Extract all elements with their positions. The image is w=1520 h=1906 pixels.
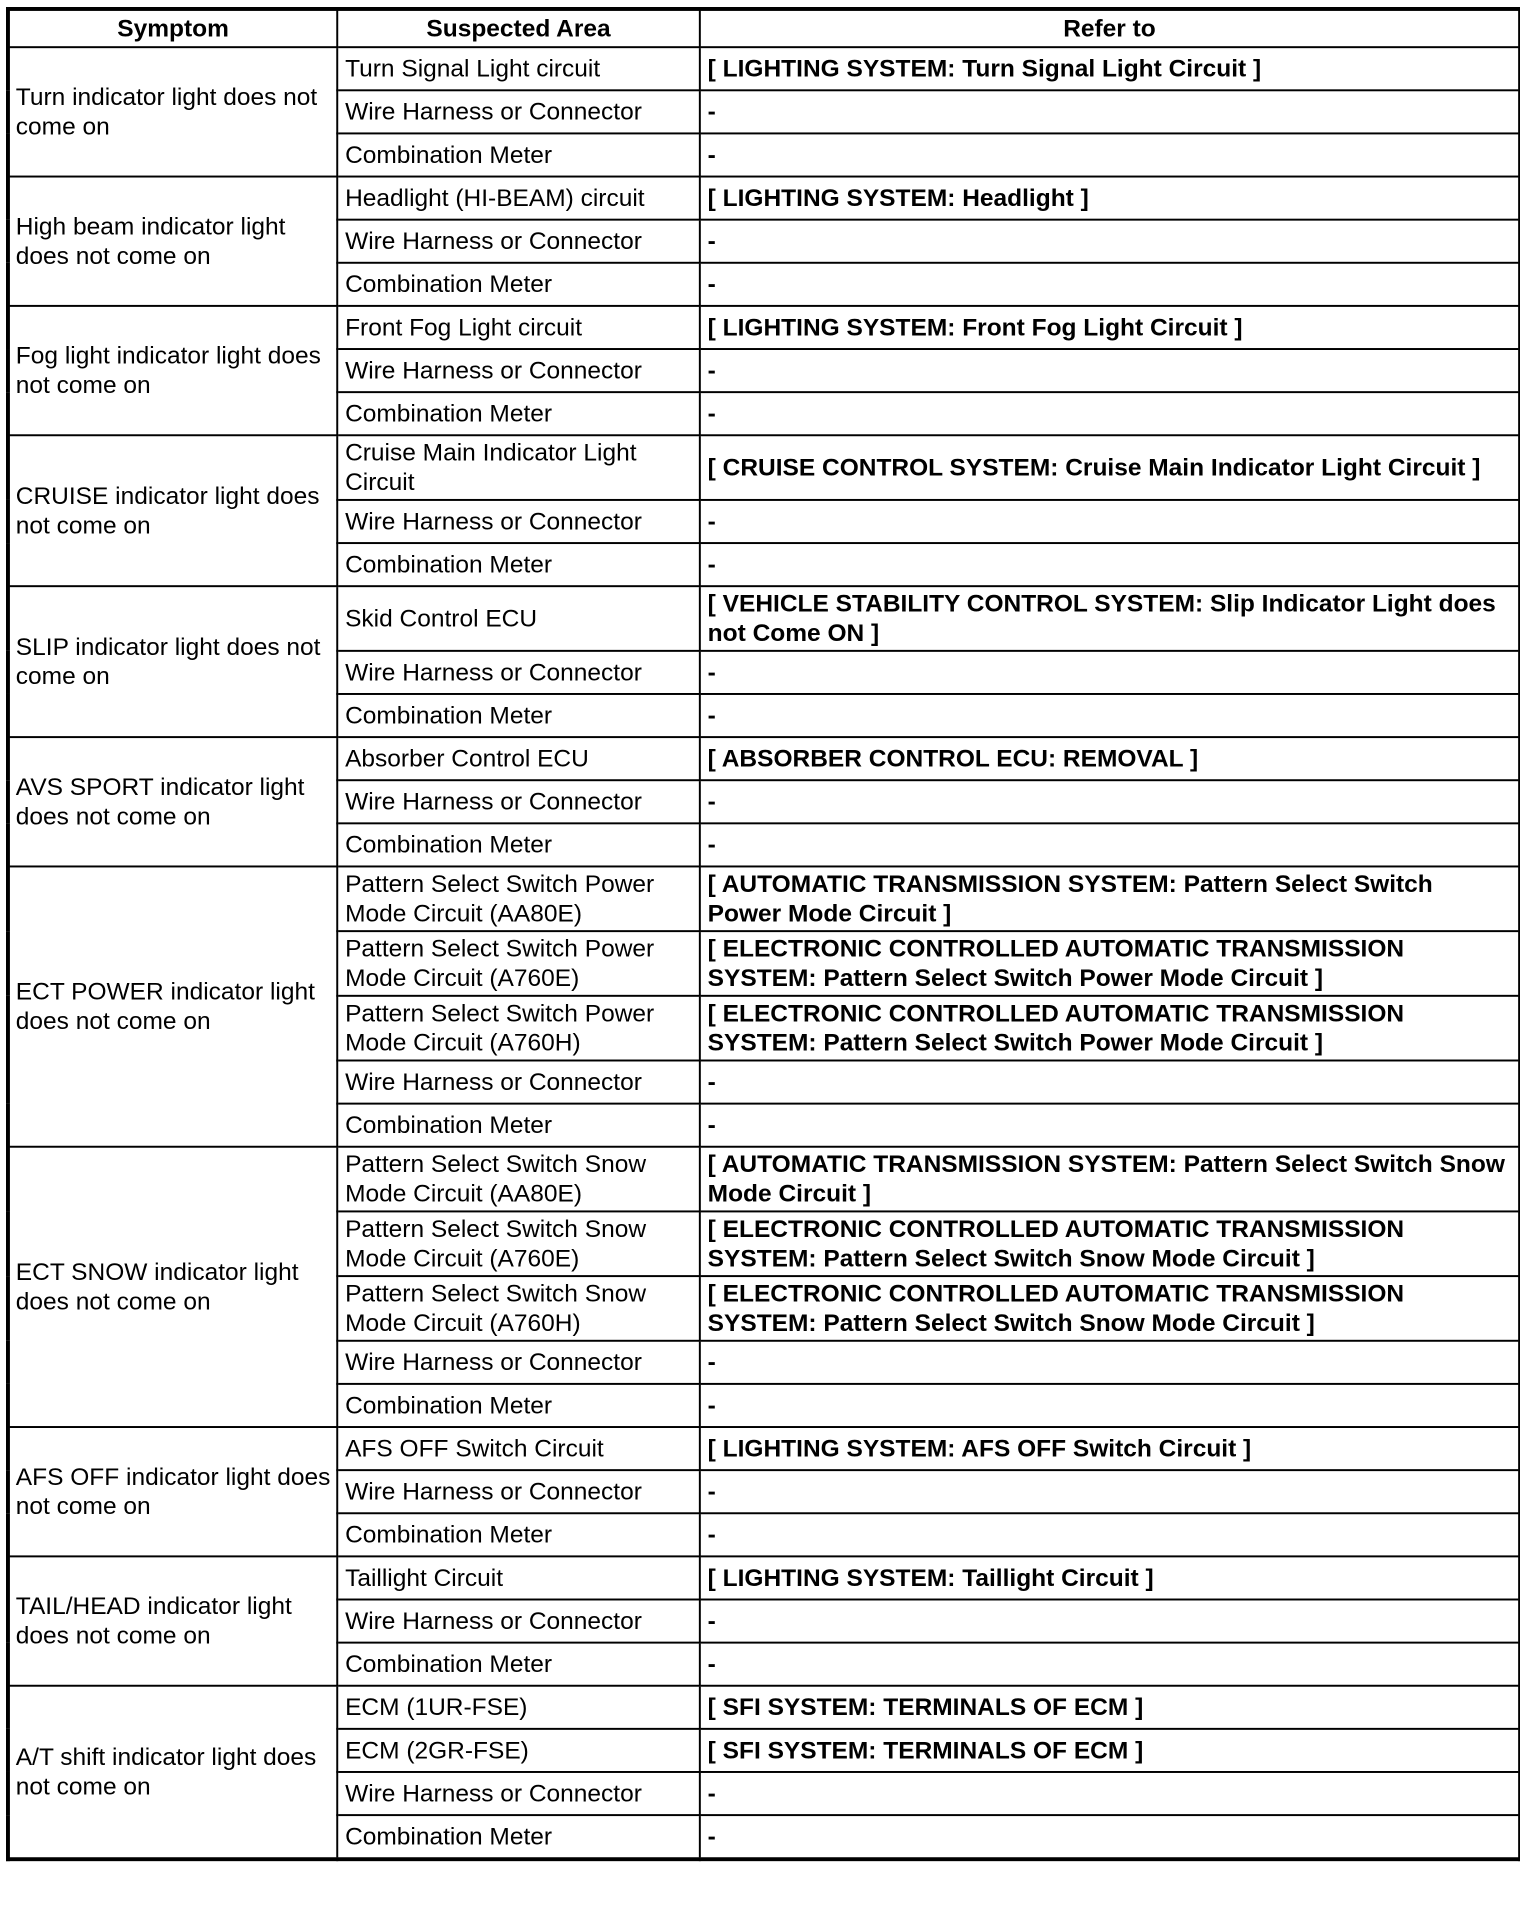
refer-to-cell: - — [700, 349, 1520, 392]
suspected-area-cell: Pattern Select Switch Power Mode Circuit (A760E) — [337, 931, 700, 996]
table-row — [8, 1147, 1520, 1212]
refer-to-cell: - — [700, 1341, 1520, 1384]
suspected-area-cell: Headlight (HI-BEAM) circuit — [337, 177, 700, 220]
header-suspected-area: Suspected Area — [337, 9, 700, 47]
suspected-area-cell: Combination Meter — [337, 1643, 700, 1686]
suspected-area-cell: Pattern Select Switch Snow Mode Circuit (A760H) — [337, 1276, 700, 1341]
refer-to-link[interactable]: [ ELECTRONIC CONTROLLED AUTOMATIC TRANSMISSION SYSTEM: Pattern Select Switch Snow Mode Circuit ] — [700, 1211, 1520, 1276]
refer-to-cell: - — [700, 263, 1520, 306]
refer-to-cell: - — [700, 1061, 1520, 1104]
symptom-cell: ECT POWER indicator light does not come on — [8, 866, 337, 1146]
refer-to-link[interactable]: [ AUTOMATIC TRANSMISSION SYSTEM: Pattern Select Switch Power Mode Circuit ] — [700, 866, 1520, 931]
table-row — [8, 866, 1520, 931]
refer-to-cell: - — [700, 543, 1520, 586]
suspected-area-cell: ECM (1UR-FSE) — [337, 1686, 700, 1729]
refer-to-link[interactable]: [ LIGHTING SYSTEM: Headlight ] — [700, 177, 1520, 220]
refer-to-link[interactable]: [ SFI SYSTEM: TERMINALS OF ECM ] — [700, 1686, 1520, 1729]
refer-to-cell: - — [700, 90, 1520, 133]
suspected-area-cell: Wire Harness or Connector — [337, 1600, 700, 1643]
table-body — [8, 47, 1520, 1859]
table-row — [8, 177, 1520, 220]
refer-to-cell: - — [700, 1772, 1520, 1815]
refer-to-link[interactable]: [ ELECTRONIC CONTROLLED AUTOMATIC TRANSMISSION SYSTEM: Pattern Select Switch Power Mode Circuit ] — [700, 996, 1520, 1061]
refer-to-link[interactable]: [ VEHICLE STABILITY CONTROL SYSTEM: Slip Indicator Light does not Come ON ] — [700, 586, 1520, 651]
suspected-area-cell: Combination Meter — [337, 133, 700, 176]
table-row — [8, 737, 1520, 780]
symptom-cell: ECT SNOW indicator light does not come on — [8, 1147, 337, 1427]
suspected-area-cell: Combination Meter — [337, 823, 700, 866]
refer-to-cell: - — [700, 694, 1520, 737]
refer-to-cell: - — [700, 392, 1520, 435]
suspected-area-cell: Wire Harness or Connector — [337, 349, 700, 392]
suspected-area-cell: Pattern Select Switch Snow Mode Circuit (A760E) — [337, 1211, 700, 1276]
refer-to-link[interactable]: [ LIGHTING SYSTEM: Taillight Circuit ] — [700, 1556, 1520, 1599]
refer-to-link[interactable]: [ SFI SYSTEM: TERMINALS OF ECM ] — [700, 1729, 1520, 1772]
refer-to-cell: - — [700, 1513, 1520, 1556]
suspected-area-cell: Skid Control ECU — [337, 586, 700, 651]
suspected-area-cell: Pattern Select Switch Power Mode Circuit (A760H) — [337, 996, 700, 1061]
suspected-area-cell: Combination Meter — [337, 263, 700, 306]
suspected-area-cell: Wire Harness or Connector — [337, 780, 700, 823]
symptom-cell: AVS SPORT indicator light does not come on — [8, 737, 337, 866]
symptom-cell: Turn indicator light does not come on — [8, 47, 337, 176]
table-row — [8, 47, 1520, 90]
symptom-cell: A/T shift indicator light does not come on — [8, 1686, 337, 1859]
suspected-area-cell: Combination Meter — [337, 543, 700, 586]
refer-to-cell: - — [700, 1643, 1520, 1686]
suspected-area-cell: Combination Meter — [337, 392, 700, 435]
refer-to-cell: - — [700, 1815, 1520, 1859]
refer-to-link[interactable]: [ AUTOMATIC TRANSMISSION SYSTEM: Pattern Select Switch Snow Mode Circuit ] — [700, 1147, 1520, 1212]
suspected-area-cell: Pattern Select Switch Power Mode Circuit (AA80E) — [337, 866, 700, 931]
refer-to-link[interactable]: [ ELECTRONIC CONTROLLED AUTOMATIC TRANSMISSION SYSTEM: Pattern Select Switch Snow Mode Circuit ] — [700, 1276, 1520, 1341]
refer-to-cell: - — [700, 651, 1520, 694]
suspected-area-cell: Wire Harness or Connector — [337, 651, 700, 694]
header-refer-to: Refer to — [700, 9, 1520, 47]
suspected-area-cell: Wire Harness or Connector — [337, 220, 700, 263]
table-header-row — [8, 9, 1520, 47]
document — [6, 7, 1518, 1861]
suspected-area-cell: Wire Harness or Connector — [337, 90, 700, 133]
symptom-cell: High beam indicator light does not come on — [8, 177, 337, 306]
suspected-area-cell: AFS OFF Switch Circuit — [337, 1427, 700, 1470]
table-row — [8, 1427, 1520, 1470]
refer-to-cell: - — [700, 500, 1520, 543]
suspected-area-cell: Wire Harness or Connector — [337, 500, 700, 543]
suspected-area-cell: Combination Meter — [337, 694, 700, 737]
refer-to-cell: - — [700, 1104, 1520, 1147]
refer-to-cell: - — [700, 823, 1520, 866]
table-row — [8, 435, 1520, 500]
table-row — [8, 1556, 1520, 1599]
suspected-area-cell: Wire Harness or Connector — [337, 1341, 700, 1384]
refer-to-link[interactable]: [ ABSORBER CONTROL ECU: REMOVAL ] — [700, 737, 1520, 780]
symptom-cell: CRUISE indicator light does not come on — [8, 435, 337, 586]
table-row — [8, 586, 1520, 651]
suspected-area-cell: Cruise Main Indicator Light Circuit — [337, 435, 700, 500]
symptom-cell: Fog light indicator light does not come on — [8, 306, 337, 435]
refer-to-cell: - — [700, 133, 1520, 176]
header-symptom: Symptom — [8, 9, 337, 47]
suspected-area-cell: Turn Signal Light circuit — [337, 47, 700, 90]
suspected-area-cell: Wire Harness or Connector — [337, 1772, 700, 1815]
refer-to-cell: - — [700, 1600, 1520, 1643]
suspected-area-cell: Absorber Control ECU — [337, 737, 700, 780]
table-row — [8, 1686, 1520, 1729]
refer-to-link[interactable]: [ LIGHTING SYSTEM: Front Fog Light Circuit ] — [700, 306, 1520, 349]
suspected-area-cell: Combination Meter — [337, 1104, 700, 1147]
refer-to-link[interactable]: [ ELECTRONIC CONTROLLED AUTOMATIC TRANSMISSION SYSTEM: Pattern Select Switch Power Mode Circuit ] — [700, 931, 1520, 996]
refer-to-cell: - — [700, 1384, 1520, 1427]
refer-to-cell: - — [700, 220, 1520, 263]
suspected-area-cell: Combination Meter — [337, 1513, 700, 1556]
symptom-cell: TAIL/HEAD indicator light does not come on — [8, 1556, 337, 1685]
suspected-area-cell: Pattern Select Switch Snow Mode Circuit (AA80E) — [337, 1147, 700, 1212]
troubleshooting-table — [6, 7, 1520, 1861]
suspected-area-cell: Combination Meter — [337, 1384, 700, 1427]
suspected-area-cell: Front Fog Light circuit — [337, 306, 700, 349]
suspected-area-cell: Wire Harness or Connector — [337, 1470, 700, 1513]
symptom-cell: AFS OFF indicator light does not come on — [8, 1427, 337, 1556]
symptom-cell: SLIP indicator light does not come on — [8, 586, 337, 737]
table-row — [8, 306, 1520, 349]
refer-to-link[interactable]: [ LIGHTING SYSTEM: AFS OFF Switch Circuit ] — [700, 1427, 1520, 1470]
refer-to-cell: - — [700, 1470, 1520, 1513]
refer-to-cell: - — [700, 780, 1520, 823]
suspected-area-cell: Wire Harness or Connector — [337, 1061, 700, 1104]
refer-to-link[interactable]: [ CRUISE CONTROL SYSTEM: Cruise Main Indicator Light Circuit ] — [700, 435, 1520, 500]
refer-to-link[interactable]: [ LIGHTING SYSTEM: Turn Signal Light Circuit ] — [700, 47, 1520, 90]
suspected-area-cell: Taillight Circuit — [337, 1556, 700, 1599]
suspected-area-cell: ECM (2GR-FSE) — [337, 1729, 700, 1772]
suspected-area-cell: Combination Meter — [337, 1815, 700, 1859]
